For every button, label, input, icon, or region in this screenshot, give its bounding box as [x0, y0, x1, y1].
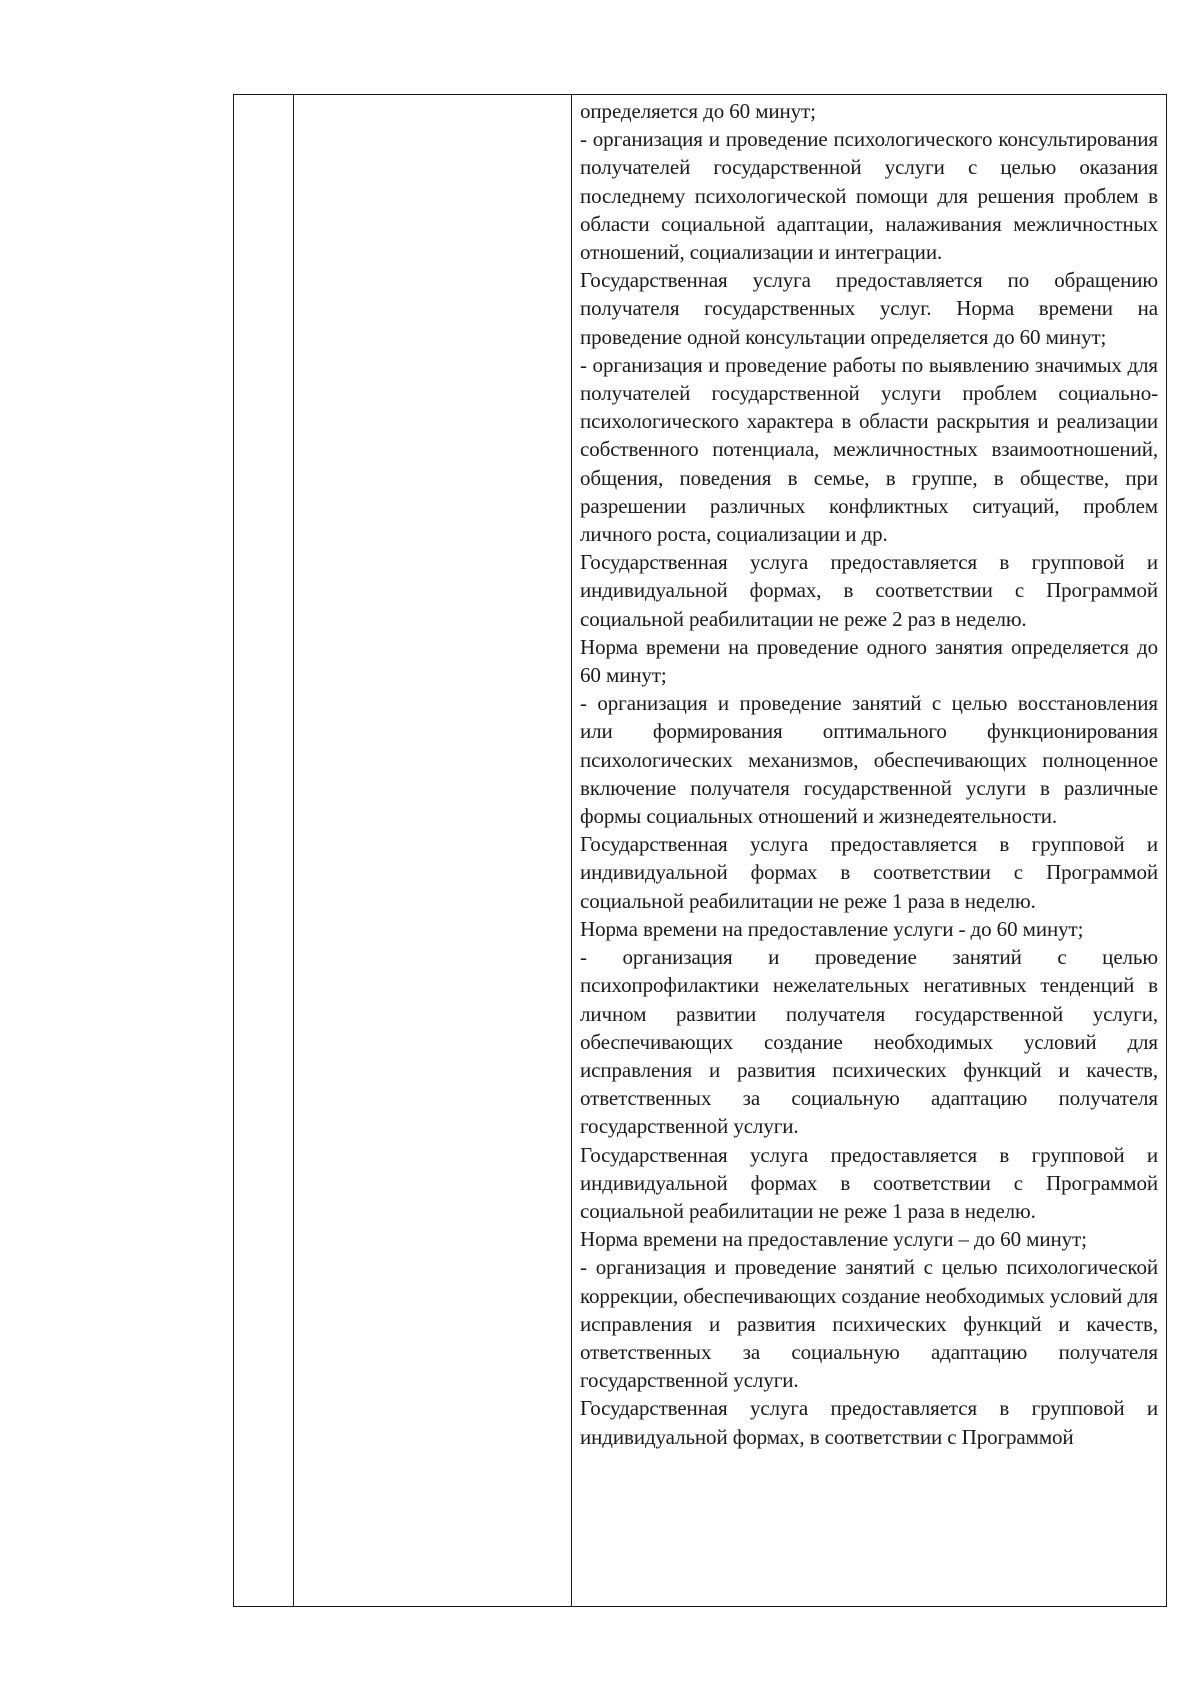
paragraph-norm-time-3: Норма времени на предоставление услуги – до 60 минут; — [580, 1227, 1087, 1252]
table-column-description — [572, 95, 1166, 1606]
paragraph-counseling-terms: Государственная услуга предоставляется по обращению получателя государственных услуг. Норма времени на проведение одной консультации определяется до 60 минут; — [580, 268, 1158, 349]
paragraph-restoration-classes: - организация и проведение занятий с целью восстановления или формирования оптимального функционирования психологических механизмов, обеспечивающих полноценное включение получателя государственной услуги в различные формы социальных отношений и жизнедеятельности. — [580, 691, 1158, 829]
paragraph-norm-time-intro: определяется до 60 минут; — [580, 99, 816, 123]
paragraph-psychoprophylaxis: - организация и проведение занятий с целью психопрофилактики нежелательных негативных тенденций в личном развитии получателя государственной услуги, обеспечивающих создание необходимых условий для исправления и развития психических функций и качеств, ответственных за социальную адаптацию получателя государственной услуги. — [580, 945, 1158, 1139]
paragraph-group-terms-1: Государственная услуга предоставляется в групповой и индивидуальной формах, в соответствии с Программой социальной реабилитации не реже 2 раз в неделю. — [580, 550, 1158, 631]
document-table — [233, 94, 1167, 1607]
paragraph-counseling: - организация и проведение психологического консультирования получателей государственной услуги с целью оказания последнему психологической помощи для решения проблем в области социальной адаптации, налаживания межличностных отношений, социализации и интеграции. — [580, 127, 1158, 265]
table-column-number — [234, 95, 294, 1606]
table-column-name — [294, 95, 572, 1606]
paragraph-group-terms-3: Государственная услуга предоставляется в групповой и индивидуальной формах в соответствии с Программой социальной реабилитации не реже 1 раза в неделю. — [580, 1142, 1158, 1223]
paragraph-problem-identification: - организация и проведение работы по выявлению значимых для получателей государственной услуги проблем социально-психологического характера в области раскрытия и реализации собственного потенциала, межличностных взаимоотношений, общения, поведения в семье, в группе, в обществе, при разрешении различных конфликтных ситуаций, проблем личного роста, социализации и др. — [580, 352, 1158, 547]
paragraph-group-terms-2: Государственная услуга предоставляется в групповой и индивидуальной формах в соответствии с Программой социальной реабилитации не реже 1 раза в неделю. — [580, 832, 1158, 913]
paragraph-psychological-correction: - организация и проведение занятий с целью психологической коррекции, обеспечивающих создание необходимых условий для исправления и развития психических функций и качеств, ответственных за социальную адаптацию получателя государственной услуги. — [580, 1255, 1158, 1393]
paragraph-group-terms-4: Государственная услуга предоставляется в групповой и индивидуальной формах, в соответствии с Программой — [580, 1396, 1158, 1449]
paragraph-norm-time-2: Норма времени на предоставление услуги - до 60 минут; — [580, 916, 1084, 941]
paragraph-norm-time-1: Норма времени на проведение одного занятия определяется до 60 минут; — [580, 634, 1158, 688]
